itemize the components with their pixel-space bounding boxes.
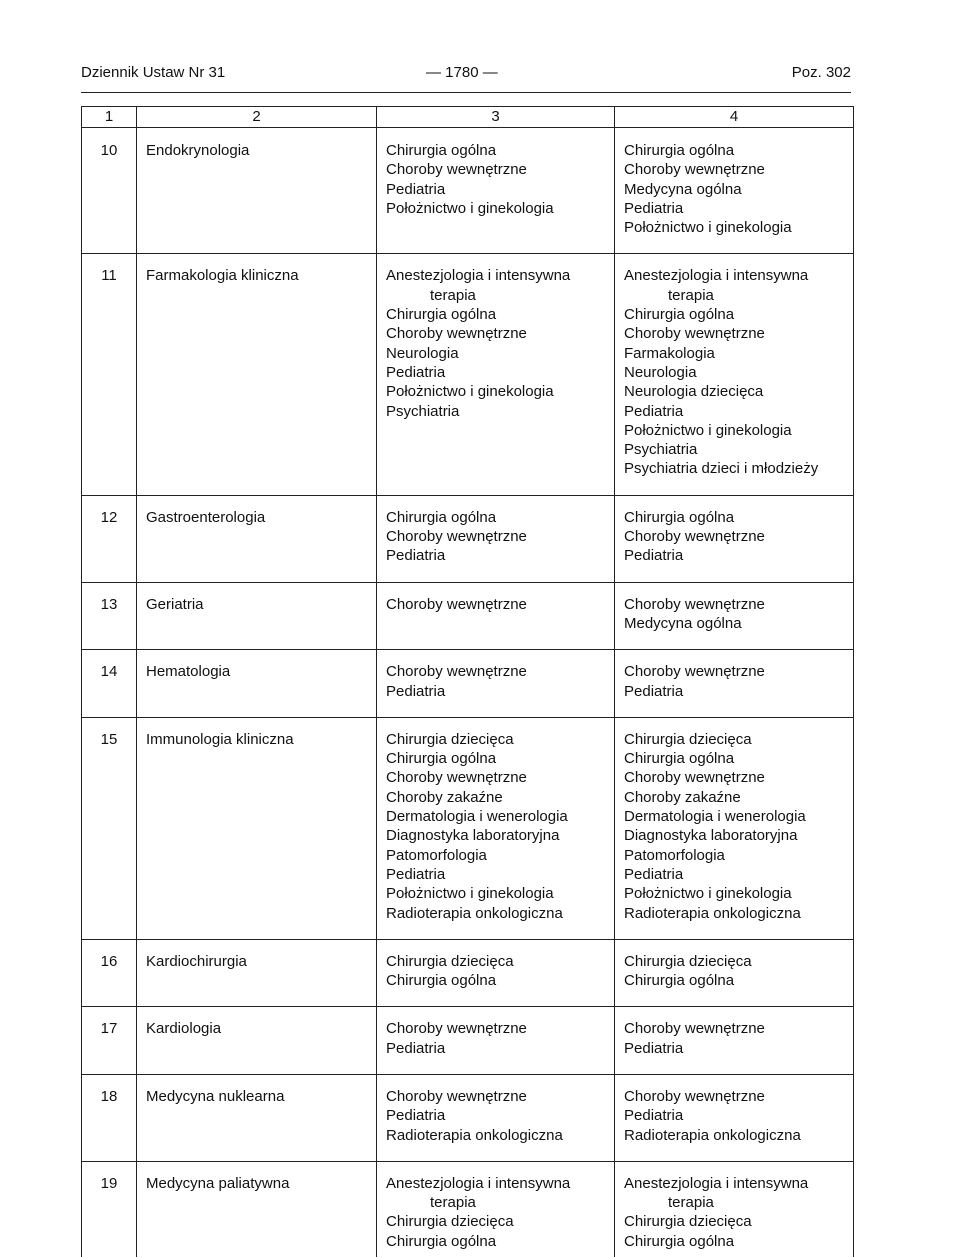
- specialization-item: Chirurgia dziecięca: [386, 730, 514, 748]
- alternative-specialization-cell: [615, 717, 854, 939]
- specialization-item: Chirurgia ogólna: [386, 508, 497, 526]
- row-number: 12: [82, 495, 137, 582]
- column-header-2: 2: [137, 107, 377, 128]
- specialization-item: Chirurgia dziecięca: [624, 952, 752, 970]
- specialization-item: Choroby wewnętrzne: [624, 161, 765, 179]
- specialization-item: Radioterapia onkologiczna: [624, 1126, 801, 1144]
- table-row: [82, 1161, 854, 1257]
- specialization-item: Położnictwo i ginekologia: [386, 885, 554, 903]
- specialization-item: Psychiatria dzieci i młodzieży: [624, 460, 819, 478]
- specialization-item: Anestezjologia i intensywna: [386, 267, 571, 285]
- specialization-item: Choroby wewnętrzne: [624, 595, 765, 613]
- specialization-item: terapia: [668, 1194, 714, 1212]
- specialization-item: Radioterapia onkologiczna: [386, 1126, 563, 1144]
- position-number: Poz. 302: [791, 64, 851, 81]
- specialization-item: Choroby zakaźne: [386, 788, 503, 806]
- specialization-item: Farmakologia: [624, 344, 715, 362]
- specialization-item: Choroby wewnętrzne: [386, 1020, 527, 1038]
- specialization-item: Pediatria: [624, 402, 684, 420]
- specialization-item: Dermatologia i wenerologia: [386, 808, 568, 826]
- specialty-name: Farmakologia kliniczna: [137, 254, 377, 495]
- specialization-item: Chirurgia dziecięca: [624, 1213, 752, 1231]
- journal-title: Dziennik Ustaw Nr 31: [81, 64, 226, 81]
- specialization-item: Psychiatria: [386, 402, 460, 420]
- specialization-item: Dermatologia i wenerologia: [624, 808, 806, 826]
- page-header: [81, 64, 851, 86]
- specialization-item: Diagnostyka laboratoryjna: [386, 827, 560, 845]
- specialization-item: Pediatria: [386, 180, 446, 198]
- specialization-item: Chirurgia dziecięca: [624, 730, 752, 748]
- specialization-item: Choroby wewnętrzne: [386, 595, 527, 613]
- table-row: [82, 939, 854, 1007]
- specialization-item: Pediatria: [624, 547, 684, 565]
- specialization-item: Chirurgia ogólna: [624, 972, 735, 990]
- specialty-name: Hematologia: [137, 650, 377, 718]
- specialty-name: Medycyna paliatywna: [137, 1161, 377, 1257]
- specialization-item: Choroby wewnętrzne: [386, 161, 527, 179]
- specialty-table: [81, 106, 854, 1257]
- table-row: [82, 1007, 854, 1075]
- specialization-item: Neurologia: [386, 344, 459, 362]
- specialization-item: Anestezjologia i intensywna: [624, 1174, 809, 1192]
- specialization-item: Choroby zakaźne: [624, 788, 741, 806]
- specialization-item: Patomorfologia: [624, 846, 725, 864]
- alternative-specialization-cell: [615, 1007, 854, 1075]
- specialization-item: Pediatria: [386, 547, 446, 565]
- column-header-3: 3: [377, 107, 615, 128]
- specialization-item: Choroby wewnętrzne: [386, 1087, 527, 1105]
- table-row: [82, 650, 854, 718]
- specialization-item: terapia: [430, 286, 476, 304]
- specialization-item: Położnictwo i ginekologia: [624, 219, 792, 237]
- specialization-item: Chirurgia dziecięca: [386, 952, 514, 970]
- column-header-4: 4: [615, 107, 854, 128]
- specialization-item: Choroby wewnętrzne: [624, 528, 765, 546]
- row-number: 15: [82, 717, 137, 939]
- table-row: [82, 495, 854, 582]
- specialization-item: Chirurgia ogólna: [386, 972, 497, 990]
- specialization-item: Choroby wewnętrzne: [386, 325, 527, 343]
- specialty-name: Kardiologia: [137, 1007, 377, 1075]
- table-header-row: [82, 107, 854, 128]
- specialization-item: Chirurgia ogólna: [624, 306, 735, 324]
- specialization-item: Neurologia dziecięca: [624, 383, 764, 401]
- specialization-item: Diagnostyka laboratoryjna: [624, 827, 798, 845]
- required-specialization-cell: [377, 1074, 615, 1161]
- required-specialization-cell: [377, 128, 615, 254]
- specialty-name: Immunologia kliniczna: [137, 717, 377, 939]
- alternative-specialization-cell: [615, 1161, 854, 1257]
- specialization-item: Choroby wewnętrzne: [624, 1087, 765, 1105]
- alternative-specialization-cell: [615, 495, 854, 582]
- specialization-item: Anestezjologia i intensywna: [624, 267, 809, 285]
- required-specialization-cell: [377, 495, 615, 582]
- specialization-item: Pediatria: [624, 865, 684, 883]
- required-specialization-cell: [377, 1161, 615, 1257]
- table-row: [82, 254, 854, 495]
- specialization-item: Choroby wewnętrzne: [386, 769, 527, 787]
- specialization-item: Chirurgia ogólna: [386, 142, 497, 159]
- specialization-item: Chirurgia ogólna: [624, 142, 735, 159]
- specialization-item: Pediatria: [386, 363, 446, 381]
- row-number: 17: [82, 1007, 137, 1075]
- specialization-item: Choroby wewnętrzne: [624, 325, 765, 343]
- alternative-specialization-cell: [615, 1074, 854, 1161]
- column-header-1: 1: [82, 107, 137, 128]
- specialization-item: Medycyna ogólna: [624, 180, 742, 198]
- required-specialization-cell: [377, 1007, 615, 1075]
- specialization-item: Choroby wewnętrzne: [386, 528, 527, 546]
- required-specialization-cell: [377, 254, 615, 495]
- specialty-name: Kardiochirurgia: [137, 939, 377, 1007]
- specialization-item: Psychiatria: [624, 441, 698, 459]
- specialization-item: Radioterapia onkologiczna: [624, 904, 801, 922]
- specialty-name: Endokrynologia: [137, 128, 377, 254]
- table-row: [82, 717, 854, 939]
- row-number: 16: [82, 939, 137, 1007]
- specialization-item: Chirurgia ogólna: [386, 750, 497, 768]
- required-specialization-cell: [377, 650, 615, 718]
- specialization-item: Położnictwo i ginekologia: [386, 383, 554, 401]
- specialization-item: Chirurgia ogólna: [624, 750, 735, 768]
- specialization-item: terapia: [668, 286, 714, 304]
- table-body: [82, 128, 854, 1258]
- row-number: 13: [82, 582, 137, 650]
- specialization-item: Chirurgia ogólna: [624, 1232, 735, 1250]
- specialization-item: Neurologia: [624, 363, 697, 381]
- header-rule: [81, 92, 851, 93]
- specialty-name: Geriatria: [137, 582, 377, 650]
- specialization-item: Medycyna ogólna: [624, 614, 742, 632]
- alternative-specialization-cell: [615, 254, 854, 495]
- specialization-item: Chirurgia dziecięca: [386, 1213, 514, 1231]
- specialization-item: Patomorfologia: [386, 846, 487, 864]
- specialization-item: Pediatria: [624, 199, 684, 217]
- specialization-item: Chirurgia ogólna: [386, 306, 497, 324]
- table-row: [82, 582, 854, 650]
- required-specialization-cell: [377, 939, 615, 1007]
- specialization-item: Pediatria: [624, 1107, 684, 1125]
- row-number: 18: [82, 1074, 137, 1161]
- specialization-item: Położnictwo i ginekologia: [386, 199, 554, 217]
- required-specialization-cell: [377, 582, 615, 650]
- alternative-specialization-cell: [615, 650, 854, 718]
- page-number: — 1780 —: [426, 64, 498, 81]
- specialty-name: Gastroenterologia: [137, 495, 377, 582]
- row-number: 14: [82, 650, 137, 718]
- specialization-item: Choroby wewnętrzne: [624, 1020, 765, 1038]
- table-row: [82, 128, 854, 254]
- specialization-item: Chirurgia ogólna: [386, 1232, 497, 1250]
- specialization-item: Pediatria: [386, 682, 446, 700]
- specialization-item: Choroby wewnętrzne: [386, 663, 527, 681]
- specialization-item: terapia: [430, 1194, 476, 1212]
- row-number: 11: [82, 254, 137, 495]
- specialization-item: Pediatria: [386, 1039, 446, 1057]
- specialization-item: Pediatria: [386, 865, 446, 883]
- row-number: 10: [82, 128, 137, 254]
- specialization-item: Radioterapia onkologiczna: [386, 904, 563, 922]
- specialization-item: Pediatria: [386, 1107, 446, 1125]
- specialization-item: Choroby wewnętrzne: [624, 769, 765, 787]
- specialization-item: Choroby wewnętrzne: [624, 663, 765, 681]
- specialization-item: Położnictwo i ginekologia: [624, 885, 792, 903]
- specialization-item: Położnictwo i ginekologia: [624, 421, 792, 439]
- specialization-item: Chirurgia ogólna: [624, 508, 735, 526]
- specialization-item: Anestezjologia i intensywna: [386, 1174, 571, 1192]
- alternative-specialization-cell: [615, 128, 854, 254]
- specialty-name: Medycyna nuklearna: [137, 1074, 377, 1161]
- specialization-item: Pediatria: [624, 682, 684, 700]
- specialization-item: Pediatria: [624, 1039, 684, 1057]
- required-specialization-cell: [377, 717, 615, 939]
- alternative-specialization-cell: [615, 939, 854, 1007]
- alternative-specialization-cell: [615, 582, 854, 650]
- row-number: 19: [82, 1161, 137, 1257]
- table-row: [82, 1074, 854, 1161]
